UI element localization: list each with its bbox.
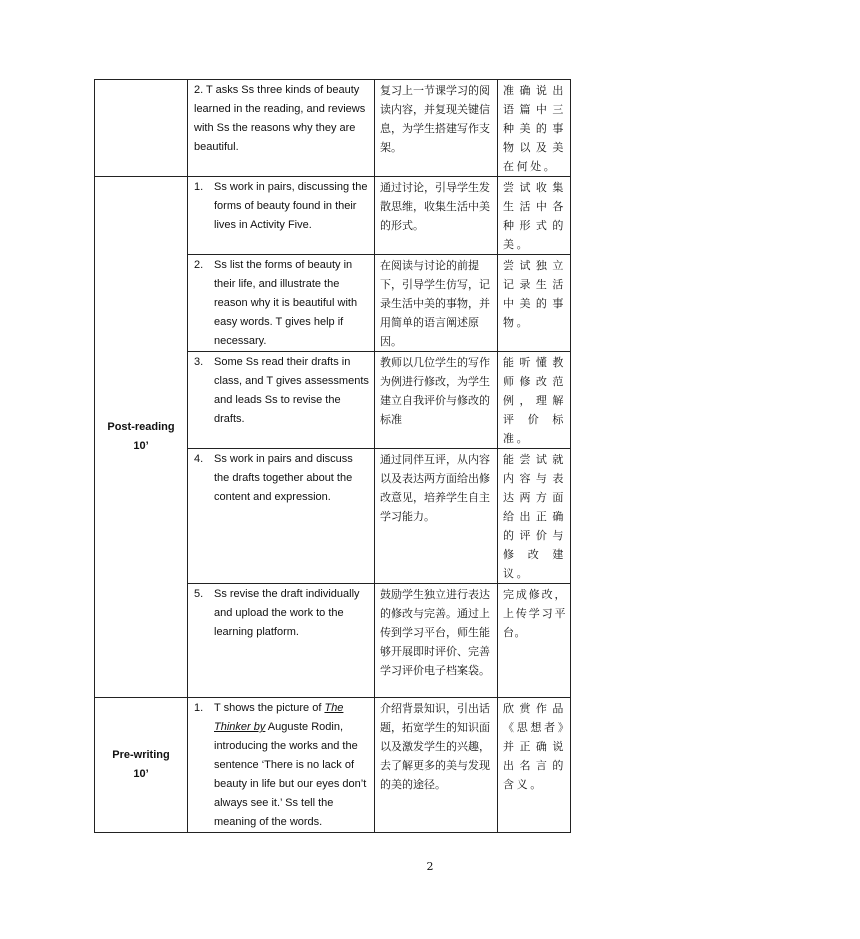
stage-name: Post-reading bbox=[107, 421, 175, 433]
activity-text: Some Ss read their drafts in class, and T gives assessments and leads Ss to revise the drafts. bbox=[214, 356, 369, 425]
table-row bbox=[95, 698, 571, 833]
goal-text: 介绍背景知识，引出话题，拓宽学生的知识面以及激发学生的兴趣，去了解更多的美与发现的美的途径。 bbox=[380, 702, 490, 791]
target-text: 尝试独立记录生活中美的事物。 bbox=[503, 259, 566, 329]
activity-text-end: Auguste Rodin, introducing the works and the sentence ‘There is no lack of beauty in life but our eyes don’t always see it.’ Ss tell the meaning of the words. bbox=[214, 721, 367, 828]
target-text: 能尝试就内容与表达两方面给出正确的评价与修改建议。 bbox=[503, 453, 566, 580]
activity-text: Ss revise the draft individually and upload the work to the learning platform. bbox=[214, 588, 360, 638]
activity-text: Ss work in pairs, discussing the forms of beauty found in their lives in Activity Five. bbox=[214, 181, 368, 231]
artwork-title: The Thinker by bbox=[214, 702, 344, 733]
item-number: 3. bbox=[194, 356, 204, 368]
stage-time: 10’ bbox=[133, 768, 149, 780]
goal-text: 鼓励学生独立进行表达的修改与完善。通过上传到学习平台，师生能够开展即时评价、完善学习评价电子档案袋。 bbox=[380, 588, 490, 677]
item-number: 1. bbox=[194, 702, 204, 714]
stage-cell-post-reading bbox=[95, 177, 188, 698]
goal-text: 通过同伴互评，从内容以及表达两方面给出修改意见，培养学生自主学习能力。 bbox=[380, 453, 490, 523]
item-number: 1. bbox=[194, 181, 204, 193]
target-text: 尝试收集生活中各种形式的美。 bbox=[503, 181, 566, 251]
stage-cell-empty bbox=[95, 80, 188, 177]
target-text: 完成修改，上传学习平台。 bbox=[503, 588, 566, 639]
activity-item bbox=[188, 255, 374, 351]
item-number: 2. bbox=[194, 259, 204, 271]
item-number: 4. bbox=[194, 453, 204, 465]
table-row bbox=[95, 177, 571, 255]
goal-text: 在阅读与讨论的前提下，引导学生仿写，记录生活中美的事物，并用简单的语言阐述原因。 bbox=[380, 259, 490, 348]
activity-text bbox=[214, 699, 370, 832]
activity-text: 2. T asks Ss three kinds of beauty learned in the reading, and reviews with Ss the reasons why they are beautiful. bbox=[194, 84, 366, 153]
activity-item bbox=[188, 698, 374, 832]
table-row bbox=[95, 80, 571, 177]
lesson-plan-table bbox=[94, 79, 571, 833]
goal-text: 教师以几位学生的写作为例进行修改，为学生建立自我评价与修改的标准 bbox=[380, 356, 490, 426]
stage-time: 10’ bbox=[133, 440, 149, 452]
activity-item bbox=[188, 584, 374, 642]
item-number: 5. bbox=[194, 588, 204, 600]
activity-item bbox=[188, 177, 374, 235]
activity-text-start: T shows the picture of bbox=[214, 702, 325, 714]
goal-text: 通过讨论，引导学生发散思维，收集生活中美的形式。 bbox=[380, 181, 490, 232]
target-text: 欣赏作品《思想者》并正确说出名言的含义。 bbox=[503, 702, 566, 791]
activity-text: Ss work in pairs and discuss the drafts together about the content and expression. bbox=[214, 453, 353, 503]
stage-cell-pre-writing bbox=[95, 698, 188, 833]
stage-name: Pre-writing bbox=[112, 749, 170, 761]
activity-text: Ss list the forms of beauty in their life, and illustrate the reason why it is beautiful with easy words. T gives help if necessary. bbox=[214, 259, 358, 347]
target-text: 准确说出语篇中三种美的事物以及美在何处。 bbox=[503, 84, 566, 173]
goal-text: 复习上一节课学习的阅读内容，并复现关键信息，为学生搭建写作支架。 bbox=[380, 84, 490, 154]
page-number: 2 bbox=[426, 860, 434, 873]
activity-item bbox=[188, 449, 374, 507]
target-text: 能听懂教师修改范例，理解评价标准。 bbox=[503, 356, 566, 445]
activity-item bbox=[188, 352, 374, 429]
